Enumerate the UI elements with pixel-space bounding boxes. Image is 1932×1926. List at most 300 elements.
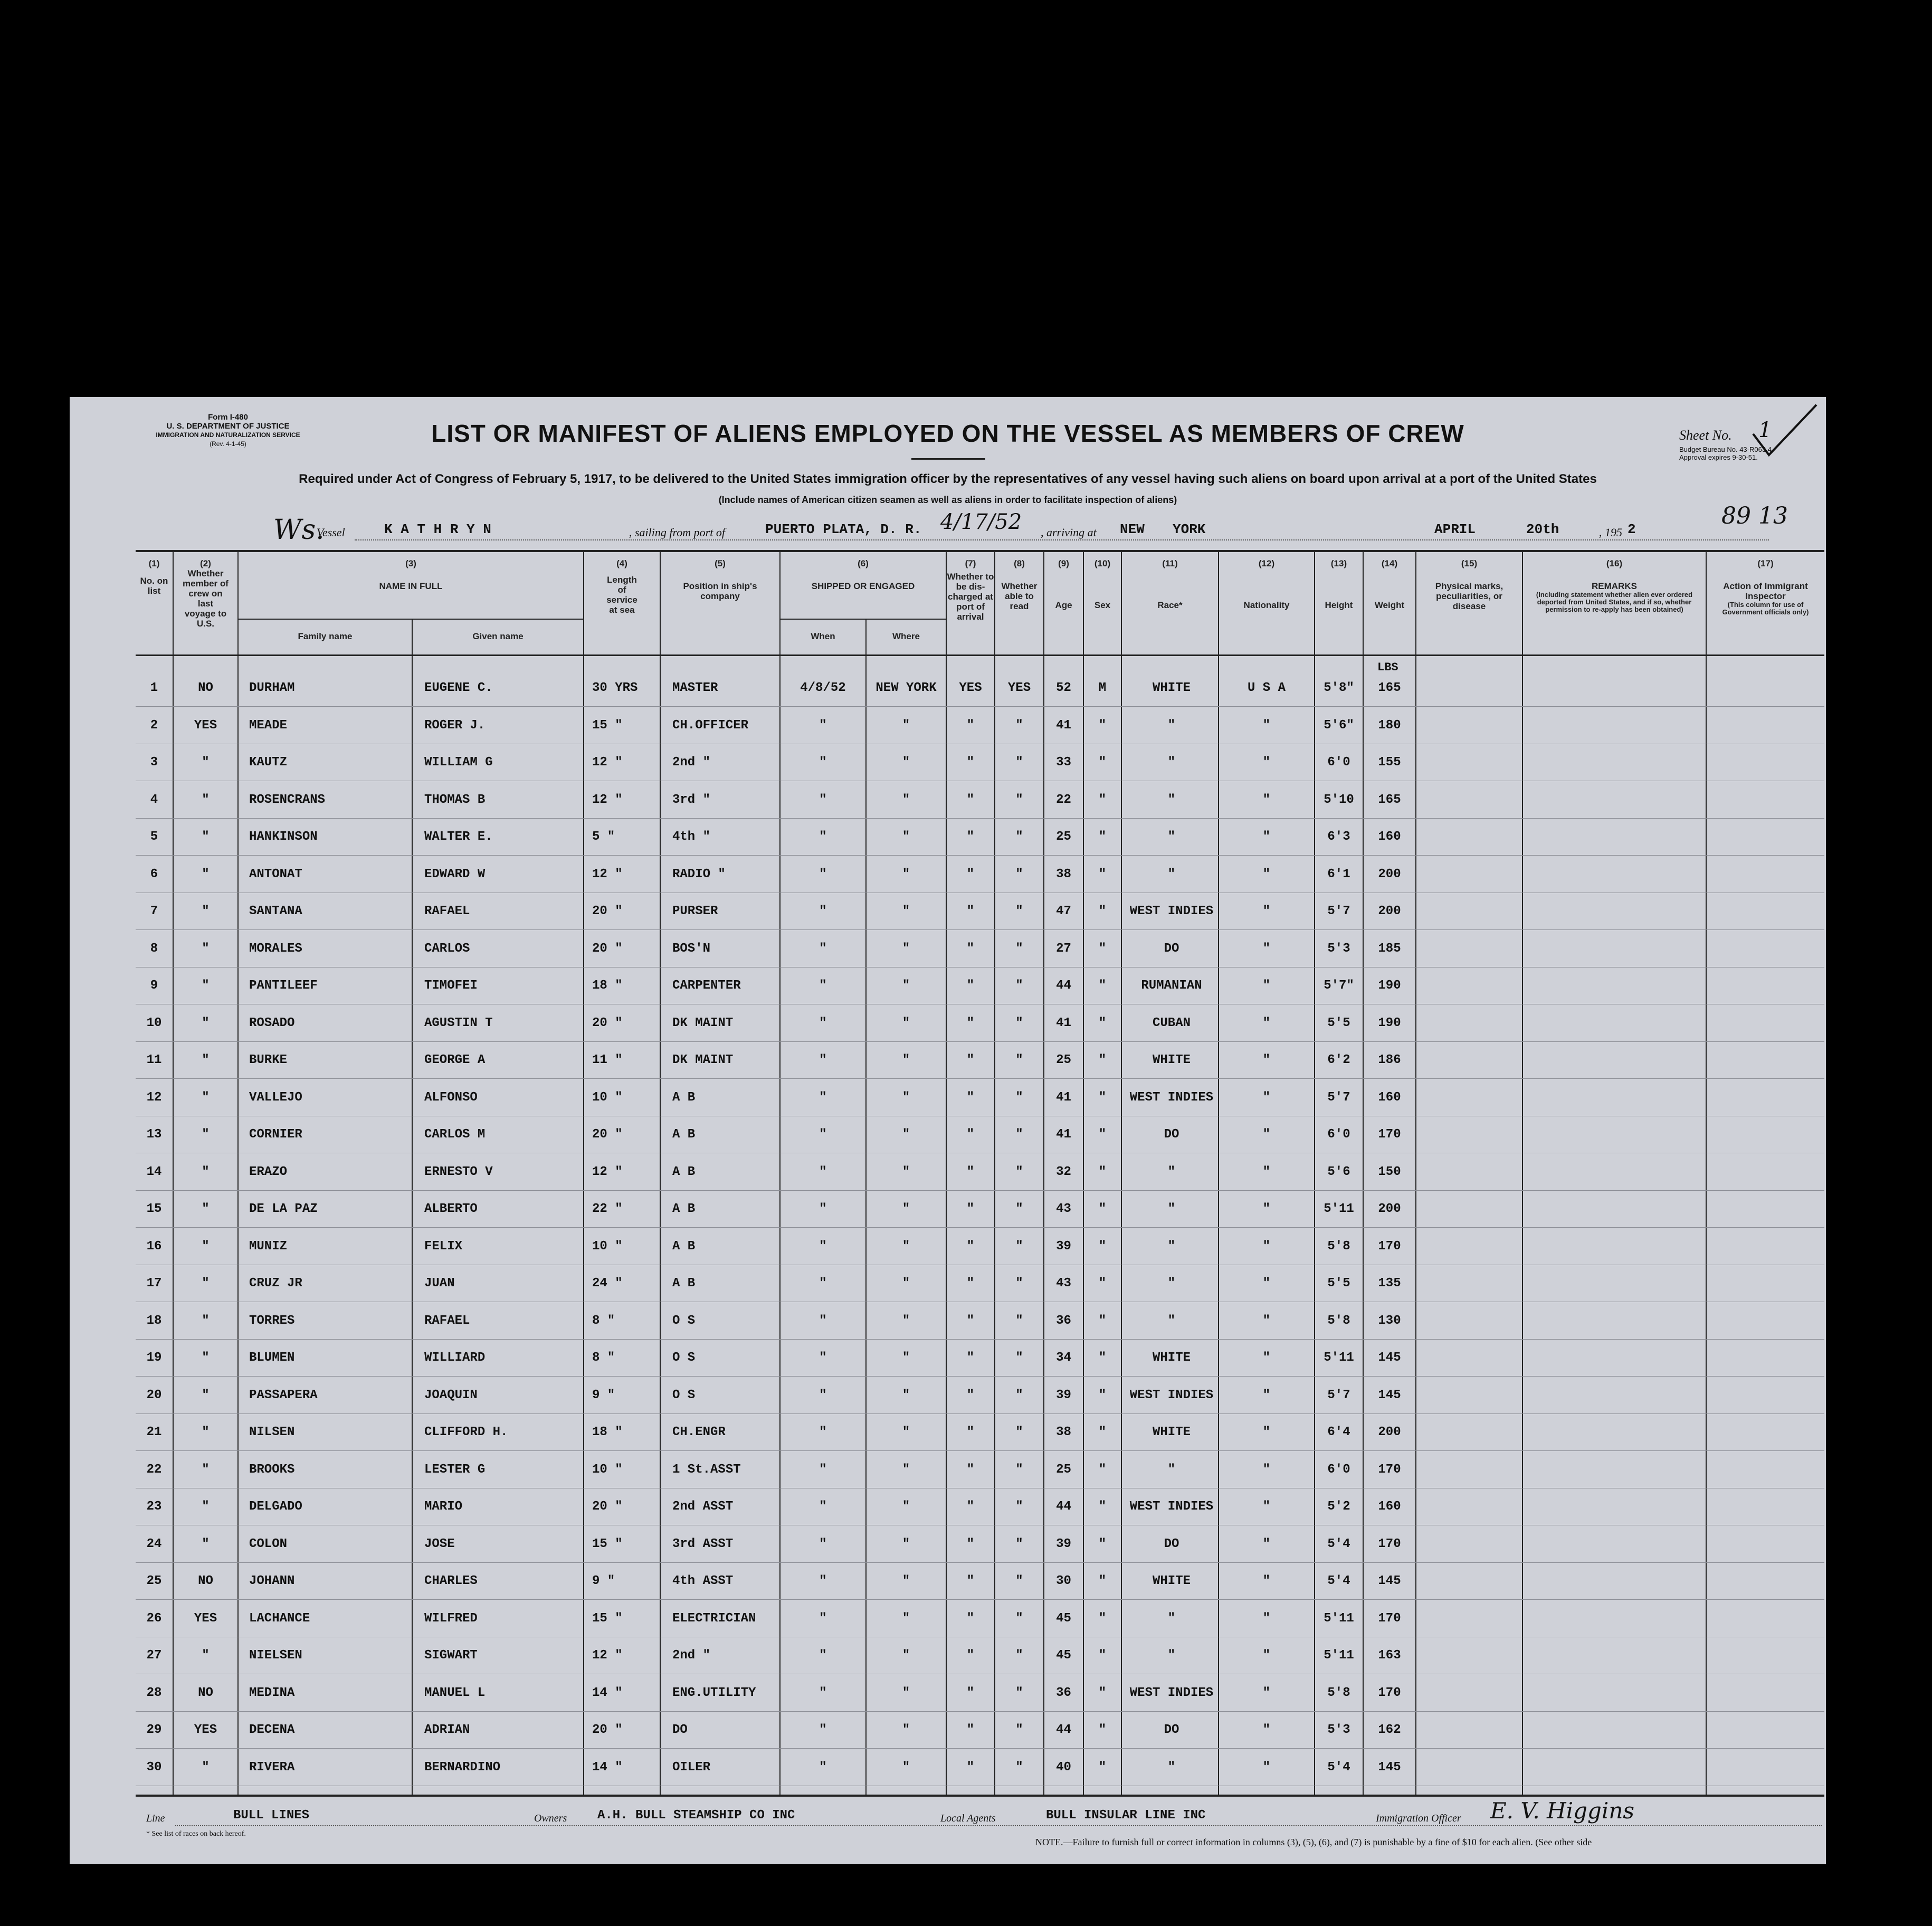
cell-nationality: "	[1262, 1164, 1271, 1179]
header-col17-label: Action of Immigrant Inspector	[1723, 581, 1808, 601]
cell-able-to-read: "	[1015, 1536, 1023, 1551]
header-col1-label: No. on list	[140, 576, 168, 596]
cell-nationality: "	[1262, 718, 1271, 733]
header-col11-number: (11)	[1162, 558, 1178, 568]
cell-discharged: "	[966, 1164, 975, 1179]
cell-given-name: GEORGE A	[424, 1053, 486, 1067]
cell-race: "	[1167, 1313, 1176, 1328]
cell-weight: 163	[1378, 1648, 1401, 1663]
cell-last-voyage: "	[202, 1164, 210, 1179]
cell-position: O S	[672, 1388, 696, 1402]
punch-hole	[17, 554, 46, 584]
cell-service: 18 "	[592, 979, 623, 993]
cell-position: 3rd ASST	[672, 1536, 734, 1551]
cell-able-to-read: "	[1015, 1500, 1023, 1514]
cell-when: "	[819, 941, 827, 956]
cell-nationality: "	[1262, 1239, 1271, 1254]
cell-service: 20 "	[592, 1723, 623, 1737]
cell-where: "	[902, 1090, 910, 1105]
cell-family-name: BLUMEN	[249, 1351, 295, 1365]
cell-where: "	[902, 1425, 910, 1439]
table-row-rule	[136, 1339, 1824, 1340]
cell-nationality: "	[1262, 941, 1271, 956]
cell-discharged: "	[966, 1127, 975, 1142]
cell-able-to-read: "	[1015, 1351, 1023, 1365]
cell-discharged: "	[966, 979, 975, 993]
cell-nationality: "	[1262, 1574, 1271, 1588]
cell-given-name: AGUSTIN T	[424, 1016, 493, 1030]
cell-able-to-read: "	[1015, 755, 1023, 770]
header-col6-number: (6)	[858, 558, 869, 568]
cell-weight: 200	[1378, 904, 1401, 918]
header-given-name: Given name	[472, 631, 524, 641]
cell-able-to-read: "	[1015, 1760, 1023, 1775]
race-footnote: * See list of races on back hereof.	[146, 1830, 246, 1838]
cell-when: "	[819, 1611, 827, 1626]
header-col10	[1084, 558, 1121, 610]
local-agents-label: Local Agents	[940, 1813, 996, 1824]
cell-weight: 160	[1378, 1500, 1401, 1514]
page-title: LIST OR MANIFEST OF ALIENS EMPLOYED ON THE VESSEL AS MEMBERS OF CREW	[431, 420, 1464, 447]
table-bottom-border	[136, 1795, 1824, 1797]
cell-height: 5'8	[1327, 1685, 1350, 1700]
cell-given-name: FELIX	[424, 1239, 463, 1254]
cell-position: A B	[672, 1202, 696, 1216]
cell-last-voyage: "	[202, 867, 210, 881]
name-subheader-rule	[237, 619, 583, 620]
header-col6-label: SHIPPED OR ENGAGED	[811, 581, 915, 591]
cell-nationality: "	[1262, 1351, 1271, 1365]
cell-family-name: ERAZO	[249, 1164, 288, 1179]
cell-height: 5'6	[1327, 1164, 1350, 1179]
cell-race: "	[1167, 1276, 1176, 1291]
cell-sex: "	[1098, 904, 1107, 918]
cell-given-name: ERNESTO V	[424, 1164, 493, 1179]
cell-age: 52	[1056, 681, 1071, 695]
cell-given-name: CHARLES	[424, 1574, 478, 1588]
cell-race: "	[1167, 1611, 1176, 1626]
cell-sex: "	[1098, 1723, 1107, 1737]
cell-family-name: NILSEN	[249, 1425, 295, 1439]
cell-last-voyage: "	[202, 941, 210, 956]
punch-hole	[17, 1208, 46, 1237]
header-col7-label: Whether to be dis-charged at port of arrival	[947, 572, 994, 622]
cell-service: 12 "	[592, 755, 623, 770]
cell-no: 23	[146, 1500, 162, 1514]
cell-family-name: MEDINA	[249, 1685, 295, 1700]
cell-where: "	[902, 1685, 910, 1700]
cell-position: A B	[672, 1127, 696, 1142]
header-col9-number: (9)	[1058, 558, 1069, 568]
cell-age: 44	[1056, 979, 1071, 993]
cell-sex: "	[1098, 941, 1107, 956]
cell-no: 2	[150, 718, 158, 733]
cell-family-name: MEADE	[249, 718, 288, 733]
cell-position: 4th ASST	[672, 1574, 734, 1588]
cell-nationality: U S A	[1247, 681, 1286, 695]
service-name: IMMIGRATION AND NATURALIZATION SERVICE	[156, 431, 300, 439]
header-col14-number: (14)	[1381, 558, 1398, 568]
year-prefix: , 195	[1599, 526, 1622, 539]
cell-when: 4/8/52	[800, 681, 846, 695]
cell-given-name: ADRIAN	[424, 1723, 470, 1737]
cell-where: NEW YORK	[875, 681, 937, 695]
cell-service: 12 "	[592, 1648, 623, 1663]
punch-hole	[17, 1114, 46, 1143]
cell-able-to-read: "	[1015, 1276, 1023, 1291]
cell-when: "	[819, 755, 827, 770]
cell-given-name: ROGER J.	[424, 718, 486, 733]
cell-where: "	[902, 1648, 910, 1663]
cell-no: 27	[146, 1648, 162, 1663]
cell-service: 10 "	[592, 1239, 623, 1254]
cell-discharged: "	[966, 1723, 975, 1737]
cell-sex: "	[1098, 1388, 1107, 1402]
col-divider	[1522, 550, 1523, 1796]
cell-when: "	[819, 1053, 827, 1067]
cell-no: 15	[146, 1202, 162, 1216]
cell-position: PURSER	[672, 904, 718, 918]
cell-service: 24 "	[592, 1276, 623, 1291]
header-col8	[995, 558, 1043, 611]
cell-discharged: "	[966, 1090, 975, 1105]
approval-expiry: Approval expires 9-30-51.	[1679, 453, 1758, 461]
cell-last-voyage: "	[202, 1313, 210, 1328]
cell-able-to-read: "	[1015, 1462, 1023, 1477]
cell-given-name: SIGWART	[424, 1648, 478, 1663]
table-row-rule	[136, 1190, 1824, 1191]
punch-hole	[17, 471, 46, 500]
cell-position: ELECTRICIAN	[672, 1611, 756, 1626]
cell-height: 6'0	[1327, 755, 1350, 770]
cell-weight: 186	[1378, 1053, 1401, 1067]
cell-when: "	[819, 1351, 827, 1365]
header-col2	[174, 558, 237, 629]
cell-discharged: "	[966, 755, 975, 770]
cell-sex: "	[1098, 1276, 1107, 1291]
header-bottom-border	[136, 654, 1824, 656]
header-when: When	[811, 631, 835, 641]
cell-no: 28	[146, 1685, 162, 1700]
cell-where: "	[902, 904, 910, 918]
cell-no: 13	[146, 1127, 162, 1142]
cell-when: "	[819, 1164, 827, 1179]
cell-family-name: MUNIZ	[249, 1239, 288, 1254]
cell-family-name: BURKE	[249, 1053, 288, 1067]
cell-given-name: CARLOS M	[424, 1127, 486, 1142]
cell-sex: "	[1098, 1425, 1107, 1439]
cell-age: 36	[1056, 1685, 1071, 1700]
cell-weight: 160	[1378, 830, 1401, 844]
cell-where: "	[902, 1462, 910, 1477]
cell-given-name: MANUEL L	[424, 1685, 486, 1700]
table-row-rule	[136, 855, 1824, 856]
cell-position: 1 St.ASST	[672, 1462, 741, 1477]
cell-weight: 145	[1378, 1760, 1401, 1775]
cell-able-to-read: "	[1015, 1685, 1023, 1700]
line-value: BULL LINES	[233, 1808, 310, 1823]
cell-nationality: "	[1262, 1611, 1271, 1626]
col-divider	[1121, 550, 1122, 1796]
cell-discharged: "	[966, 1611, 975, 1626]
cell-last-voyage: YES	[194, 1723, 217, 1737]
cell-where: "	[902, 979, 910, 993]
cell-when: "	[819, 1276, 827, 1291]
cell-where: "	[902, 1313, 910, 1328]
cell-height: 5'2	[1327, 1500, 1350, 1514]
cell-age: 41	[1056, 718, 1071, 733]
cell-service: 20 "	[592, 904, 623, 918]
cell-sex: "	[1098, 1016, 1107, 1030]
cell-weight: 200	[1378, 1425, 1401, 1439]
cell-height: 5'4	[1327, 1760, 1350, 1775]
col-divider	[583, 550, 584, 1796]
cell-given-name: MARIO	[424, 1500, 463, 1514]
cell-when: "	[819, 1500, 827, 1514]
cell-where: "	[902, 1276, 910, 1291]
cell-service: 20 "	[592, 941, 623, 956]
cell-last-voyage: "	[202, 792, 210, 807]
cell-where: "	[902, 1351, 910, 1365]
cell-able-to-read: "	[1015, 1239, 1023, 1254]
shipped-subheader-rule	[779, 619, 946, 620]
cell-where: "	[902, 1388, 910, 1402]
owners-value: A.H. BULL STEAMSHIP CO INC	[597, 1808, 795, 1823]
cell-given-name: JOSE	[424, 1536, 455, 1551]
cell-given-name: RAFAEL	[424, 904, 470, 918]
cell-sex: "	[1098, 1202, 1107, 1216]
cell-where: "	[902, 1053, 910, 1067]
cell-service: 15 "	[592, 1611, 623, 1626]
cell-able-to-read: "	[1015, 1016, 1023, 1030]
cell-service: 15 "	[592, 718, 623, 733]
cell-when: "	[819, 1462, 827, 1477]
cell-position: DK MAINT	[672, 1053, 734, 1067]
cell-nationality: "	[1262, 1053, 1271, 1067]
cell-given-name: LESTER G	[424, 1462, 486, 1477]
page-subtitle: Required under Act of Congress of February 5, 1917, to be delivered to the United States immigration officer by the representatives of any vessel having such aliens on board upon arrival at a port of the United States	[299, 472, 1597, 486]
cell-position: A B	[672, 1090, 696, 1105]
cell-discharged: "	[966, 1388, 975, 1402]
cell-discharged: "	[966, 867, 975, 881]
cell-no: 3	[150, 755, 158, 770]
cell-last-voyage: "	[202, 1536, 210, 1551]
cell-able-to-read: "	[1015, 1425, 1023, 1439]
arrival-day: 20th	[1526, 521, 1559, 537]
cell-last-voyage: "	[202, 1053, 210, 1067]
cell-age: 43	[1056, 1202, 1071, 1216]
header-col10-number: (10)	[1094, 558, 1111, 568]
table-row-rule	[136, 1227, 1824, 1228]
cell-race: DO	[1164, 941, 1179, 956]
cell-discharged: "	[966, 1536, 975, 1551]
cell-weight: 145	[1378, 1351, 1401, 1365]
cell-position: 3rd "	[672, 792, 711, 807]
cell-age: 44	[1056, 1500, 1071, 1514]
cell-able-to-read: "	[1015, 718, 1023, 733]
cell-nationality: "	[1262, 1723, 1271, 1737]
cell-sex: "	[1098, 1090, 1107, 1105]
cell-age: 36	[1056, 1313, 1071, 1328]
cell-given-name: BERNARDINO	[424, 1760, 501, 1775]
header-col14	[1364, 558, 1415, 610]
table-row-rule	[136, 929, 1824, 930]
cell-family-name: RIVERA	[249, 1760, 295, 1775]
cell-no: 7	[150, 904, 158, 918]
cell-no: 12	[146, 1090, 162, 1105]
cell-age: 38	[1056, 867, 1071, 881]
cell-weight: 160	[1378, 1090, 1401, 1105]
cell-nationality: "	[1262, 1388, 1271, 1402]
cell-nationality: "	[1262, 1090, 1271, 1105]
owners-label: Owners	[534, 1813, 567, 1824]
col-divider	[237, 550, 239, 1796]
cell-position: CH.ENGR	[672, 1425, 726, 1439]
cell-no: 1	[150, 681, 158, 695]
cell-given-name: JUAN	[424, 1276, 455, 1291]
cell-no: 8	[150, 941, 158, 956]
cell-height: 5'4	[1327, 1536, 1350, 1551]
cell-no: 25	[146, 1574, 162, 1588]
line-label: Line	[146, 1813, 165, 1824]
cell-nationality: "	[1262, 1016, 1271, 1030]
cell-where: "	[902, 1127, 910, 1142]
cell-where: "	[902, 941, 910, 956]
cell-able-to-read: "	[1015, 904, 1023, 918]
cell-when: "	[819, 1648, 827, 1663]
header-col12-number: (12)	[1258, 558, 1275, 568]
cell-when: "	[819, 1536, 827, 1551]
cell-sex: "	[1098, 1536, 1107, 1551]
cell-position: BOS'N	[672, 941, 711, 956]
cell-height: 6'0	[1327, 1127, 1350, 1142]
punch-hole	[17, 1436, 46, 1465]
cell-able-to-read: "	[1015, 979, 1023, 993]
cell-last-voyage: "	[202, 1090, 210, 1105]
cell-nationality: "	[1262, 792, 1271, 807]
cell-given-name: THOMAS B	[424, 792, 486, 807]
cell-service: 11 "	[592, 1053, 623, 1067]
cell-weight: 145	[1378, 1388, 1401, 1402]
cell-no: 22	[146, 1462, 162, 1477]
cell-weight: 135	[1378, 1276, 1401, 1291]
cell-nationality: "	[1262, 979, 1271, 993]
header-col16-number: (16)	[1606, 558, 1623, 568]
header-col10-label: Sex	[1094, 600, 1111, 610]
cell-age: 47	[1056, 904, 1071, 918]
header-col7-number: (7)	[965, 558, 976, 568]
cell-position: DO	[672, 1723, 688, 1737]
cell-position: 2nd "	[672, 1648, 711, 1663]
cell-discharged: "	[966, 1500, 975, 1514]
table-top-border	[136, 550, 1824, 552]
cell-height: 5'7"	[1324, 979, 1354, 993]
cell-service: 14 "	[592, 1760, 623, 1775]
cell-sex: "	[1098, 792, 1107, 807]
cell-weight: 130	[1378, 1313, 1401, 1328]
table-row-rule	[136, 1413, 1824, 1414]
cell-weight: 170	[1378, 1127, 1401, 1142]
sheet-number-label: Sheet No.	[1679, 428, 1732, 443]
cell-height: 5'8	[1327, 1239, 1350, 1254]
cell-when: "	[819, 979, 827, 993]
cell-able-to-read: "	[1015, 1388, 1023, 1402]
cell-nationality: "	[1262, 904, 1271, 918]
manifest-sheet	[70, 397, 1826, 1864]
cell-family-name: ROSENCRANS	[249, 792, 326, 807]
cell-family-name: HANKINSON	[249, 830, 318, 844]
cell-age: 44	[1056, 1723, 1071, 1737]
cell-nationality: "	[1262, 1500, 1271, 1514]
cell-service: 5 "	[592, 830, 615, 844]
cell-age: 30	[1056, 1574, 1071, 1588]
cell-able-to-read: "	[1015, 1127, 1023, 1142]
cell-height: 6'4	[1327, 1425, 1350, 1439]
header-col2-number: (2)	[200, 558, 211, 568]
cell-race: "	[1167, 792, 1176, 807]
header-col15-label: Physical marks, peculiarities, or disease	[1435, 581, 1503, 611]
weight-unit-label: LBS	[1377, 661, 1398, 674]
cell-weight: 200	[1378, 1202, 1401, 1216]
cell-able-to-read: "	[1015, 1202, 1023, 1216]
sailing-port: PUERTO PLATA, D. R.	[765, 521, 922, 537]
cell-nationality: "	[1262, 1127, 1271, 1142]
cell-no: 24	[146, 1536, 162, 1551]
col-divider	[1415, 550, 1416, 1796]
header-col13-label: Height	[1325, 600, 1353, 610]
cell-discharged: YES	[959, 681, 982, 695]
cell-height: 5'7	[1327, 1090, 1350, 1105]
cell-sex: "	[1098, 1462, 1107, 1477]
cell-sex: "	[1098, 1313, 1107, 1328]
cell-position: CH.OFFICER	[672, 718, 749, 733]
cell-weight: 165	[1378, 792, 1401, 807]
cell-family-name: ANTONAT	[249, 867, 302, 881]
cell-service: 12 "	[592, 867, 623, 881]
cell-height: 5'8"	[1324, 681, 1354, 695]
cell-when: "	[819, 718, 827, 733]
cell-nationality: "	[1262, 1760, 1271, 1775]
cell-given-name: EDWARD W	[424, 867, 486, 881]
cell-weight: 170	[1378, 1239, 1401, 1254]
cell-race: WEST INDIES	[1129, 1090, 1214, 1105]
cell-last-voyage: "	[202, 1016, 210, 1030]
cell-family-name: DELGADO	[249, 1500, 302, 1514]
cell-nationality: "	[1262, 755, 1271, 770]
cell-where: "	[902, 1574, 910, 1588]
cell-last-voyage: "	[202, 1202, 210, 1216]
cell-race: DO	[1164, 1723, 1179, 1737]
cell-height: 5'3	[1327, 941, 1350, 956]
cell-age: 43	[1056, 1276, 1071, 1291]
header-col9	[1044, 558, 1083, 610]
cell-height: 5'8	[1327, 1313, 1350, 1328]
cell-race: "	[1167, 1462, 1176, 1477]
cell-race: "	[1167, 1648, 1176, 1663]
cell-given-name: TIMOFEI	[424, 979, 478, 993]
vessel-label: Vessel	[317, 526, 345, 539]
cell-age: 45	[1056, 1648, 1071, 1663]
cell-height: 5'6"	[1324, 718, 1354, 733]
col-divider	[660, 550, 661, 1796]
cell-when: "	[819, 830, 827, 844]
cell-position: A B	[672, 1164, 696, 1179]
header-col17-note: (This column for use of Government officials only)	[1722, 601, 1809, 616]
cell-given-name: EUGENE C.	[424, 681, 493, 695]
budget-approval	[1679, 445, 1774, 461]
header-col7	[947, 558, 994, 622]
cell-age: 33	[1056, 755, 1071, 770]
